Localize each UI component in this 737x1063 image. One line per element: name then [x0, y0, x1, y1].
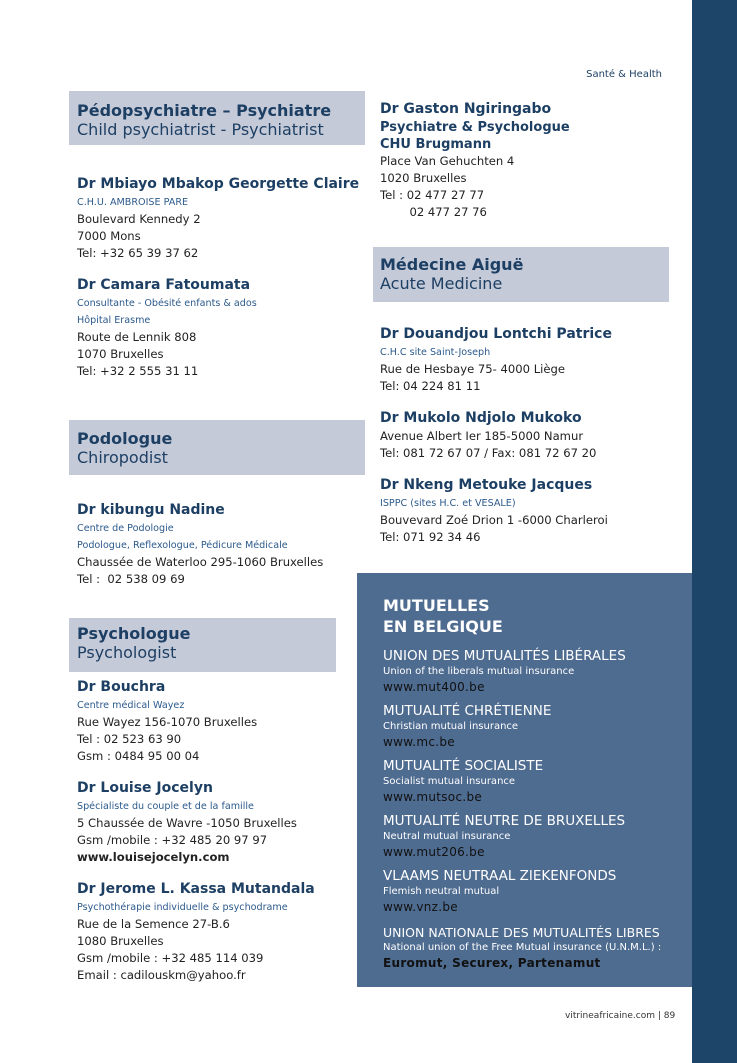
- doctor-name: Dr Louise Jocelyn: [77, 780, 213, 796]
- phone-line-2: 02 477 27 76: [380, 205, 487, 219]
- doctor-name: Dr Mukolo Ndjolo Mukoko: [380, 410, 582, 426]
- doctor-name: Dr Bouchra: [77, 679, 166, 695]
- mutuelle-description: Flemish neutral mutual: [383, 886, 500, 897]
- address-line: Bouvevard Zoé Drion 1 -6000 Charleroi: [380, 513, 608, 527]
- city-line: 1080 Bruxelles: [77, 934, 164, 948]
- mutuelle-description: Neutral mutual insurance: [383, 831, 511, 842]
- address-line: Route de Lennik 808: [77, 330, 197, 344]
- phone-line: Tel: +32 65 39 37 62: [77, 246, 199, 260]
- section-title-fr: Psychologue: [77, 624, 191, 643]
- mutuelle-item: [383, 868, 683, 915]
- doctor-institution: C.H.C site Saint-Joseph: [380, 347, 491, 358]
- section-title-en: Acute Medicine: [380, 274, 503, 293]
- phone-line: Tel : 02 523 63 90: [77, 732, 182, 746]
- email-line[interactable]: Email : cadilouskm@yahoo.fr: [77, 968, 246, 982]
- doctor-institution: C.H.U. AMBROISE PARE: [77, 197, 189, 208]
- mutuelles-title: [383, 595, 503, 637]
- mutuelle-website-link[interactable]: www.mut400.be: [383, 680, 485, 694]
- doctor-name: Dr Camara Fatoumata: [77, 277, 251, 293]
- section-title-fr: Pédopsychiatre – Psychiatre: [77, 101, 332, 120]
- mutuelle-name: MUTUALITÉ NEUTRE DE BRUXELLES: [383, 813, 626, 829]
- phone-line: Tel: +32 2 555 31 11: [77, 364, 199, 378]
- sidebar-band: [692, 0, 737, 1063]
- section-title-en: Chiropodist: [77, 448, 168, 467]
- section-psychologue: [69, 618, 336, 672]
- mutuelle-website-link[interactable]: www.mut206.be: [383, 845, 485, 859]
- doctor-entry-kibungu: [77, 501, 323, 588]
- page-footer: vitrineafricaine.com | 89: [565, 1011, 676, 1021]
- phone-line: Tel: 081 72 67 07 / Fax: 081 72 67 20: [380, 446, 597, 460]
- doctor-name: Dr Jerome L. Kassa Mutandala: [77, 881, 315, 897]
- section-pedopsychiatre: [69, 91, 365, 145]
- header-tag: Santé & Health: [586, 69, 662, 80]
- address-line: Boulevard Kennedy 2: [77, 212, 201, 226]
- phone-line: Tel : 02 477 27 77: [380, 188, 485, 202]
- address-line: 5 Chaussée de Wavre -1050 Bruxelles: [77, 816, 297, 830]
- mutuelle-members: Euromut, Securex, Partenamut: [383, 956, 601, 970]
- mutuelle-description: Socialist mutual insurance: [383, 776, 516, 787]
- mobile-line: Gsm /mobile : +32 485 114 039: [77, 951, 264, 965]
- mutuelle-website-link[interactable]: www.mutsoc.be: [383, 790, 483, 804]
- section-title-fr: Médecine Aiguë: [380, 255, 524, 274]
- mobile-line: Gsm : 0484 95 00 04: [77, 749, 200, 763]
- address-line: Rue de la Semence 27-B.6: [77, 917, 230, 931]
- mutuelle-website-link[interactable]: www.vnz.be: [383, 900, 458, 914]
- city-line: 1070 Bruxelles: [77, 347, 164, 361]
- city-line: 1020 Bruxelles: [380, 171, 467, 185]
- section-title-en: Child psychiatrist - Psychiatrist: [77, 120, 324, 139]
- doctor-entry-gaston: [380, 100, 570, 221]
- doctor-entry-bouchra: [77, 678, 257, 765]
- address-line: Rue Wayez 156-1070 Bruxelles: [77, 715, 258, 729]
- mutuelle-description: Union of the liberals mutual insurance: [383, 666, 575, 677]
- doctor-specialty: Podologue, Reflexologue, Pédicure Médicale: [77, 540, 288, 551]
- address-line: Rue de Hesbaye 75- 4000 Liège: [380, 362, 566, 376]
- section-title-fr: Podologue: [77, 429, 173, 448]
- doctor-entry-louise: [77, 779, 297, 866]
- mutuelles-title-line2: EN BELGIQUE: [383, 617, 503, 636]
- doctor-entry-camara: [77, 276, 257, 380]
- doctor-institution: Hôpital Erasme: [77, 315, 151, 326]
- mutuelles-title-line1: MUTUELLES: [383, 596, 490, 615]
- mutuelle-name: UNION NATIONALE DES MUTUALITÉS LIBRES: [383, 925, 660, 940]
- doctor-institution: Centre de Podologie: [77, 523, 174, 534]
- doctor-entry-mbiayo: [77, 175, 359, 262]
- address-line: Place Van Gehuchten 4: [380, 154, 515, 168]
- mutuelles-panel: [357, 573, 692, 987]
- phone-line: Tel : 02 538 09 69: [77, 572, 185, 586]
- doctor-name: Dr Nkeng Metouke Jacques: [380, 477, 593, 493]
- section-podologue: [69, 420, 365, 475]
- mutuelle-name: MUTUALITÉ SOCIALISTE: [383, 758, 544, 774]
- mutuelle-name: VLAAMS NEUTRAAL ZIEKENFONDS: [383, 868, 617, 884]
- doctor-name: Dr kibungu Nadine: [77, 502, 225, 518]
- mutuelle-item: [383, 924, 688, 971]
- mutuelle-description: Christian mutual insurance: [383, 721, 519, 732]
- phone-line: Tel: 04 224 81 11: [380, 379, 481, 393]
- doctor-specialty: Spécialiste du couple et de la famille: [77, 801, 254, 812]
- doctor-institution: CHU Brugmann: [380, 137, 492, 152]
- mutuelle-name: UNION DES MUTUALITÉS LIBÉRALES: [383, 648, 626, 664]
- phone-line: Tel: 071 92 34 46: [380, 530, 481, 544]
- mutuelle-item: [383, 758, 683, 805]
- doctor-name: Dr Mbiayo Mbakop Georgette Claire: [77, 176, 360, 192]
- mutuelle-item: [383, 648, 683, 695]
- mutuelle-item: [383, 703, 683, 750]
- section-medecine-aigue: [373, 247, 669, 302]
- address-line: Chaussée de Waterloo 295-1060 Bruxelles: [77, 555, 324, 569]
- city-line: 7000 Mons: [77, 229, 141, 243]
- address-line: Avenue Albert Ier 185-5000 Namur: [380, 429, 584, 443]
- mobile-line: Gsm /mobile : +32 485 20 97 97: [77, 833, 268, 847]
- doctor-specialty: Psychothérapie individuelle & psychodrame: [77, 902, 288, 913]
- doctor-institution: ISPPC (sites H.C. et VESALE): [380, 498, 516, 509]
- doctor-name: Dr Douandjou Lontchi Patrice: [380, 326, 612, 342]
- mutuelle-description: National union of the Free Mutual insurance (U.N.M.L.) :: [383, 942, 662, 953]
- mutuelle-name: MUTUALITÉ CHRÉTIENNE: [383, 703, 552, 719]
- doctor-entry-nkeng: [380, 476, 608, 546]
- website-link[interactable]: www.louisejocelyn.com: [77, 850, 230, 864]
- section-title-en: Psychologist: [77, 643, 177, 662]
- mutuelle-website-link[interactable]: www.mc.be: [383, 735, 455, 749]
- doctor-specialty: Psychiatre & Psychologue: [380, 120, 570, 135]
- doctor-entry-douandjou: [380, 325, 612, 395]
- doctor-name: Dr Gaston Ngiringabo: [380, 101, 552, 117]
- doctor-entry-mukolo: [380, 409, 596, 462]
- mutuelle-item: [383, 813, 683, 860]
- doctor-institution: Centre médical Wayez: [77, 700, 185, 711]
- doctor-specialty: Consultante - Obésité enfants & ados: [77, 298, 257, 309]
- doctor-entry-kassa: [77, 880, 315, 984]
